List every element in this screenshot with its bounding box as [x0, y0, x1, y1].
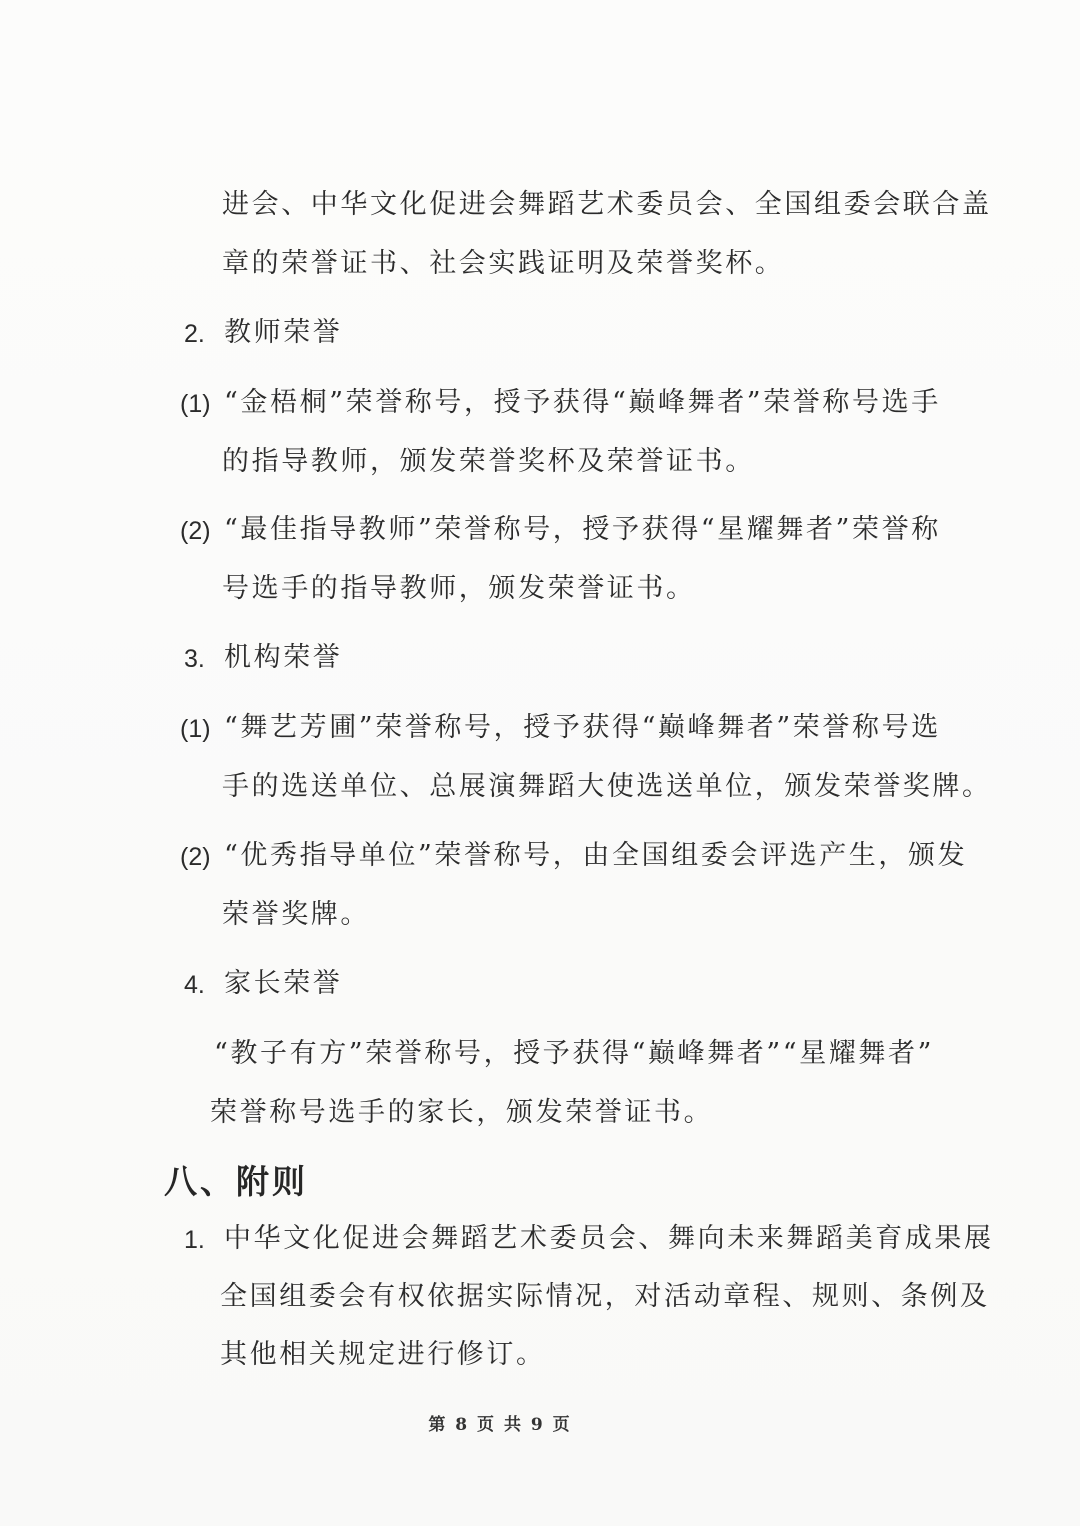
parent-honor-line-2: 荣誉称号选手的家长，颁发荣誉证书。	[210, 1097, 714, 1128]
continuation-line-1: 进会、中华文化促进会舞蹈艺术委员会、全国组委会联合盖	[222, 189, 992, 220]
institution-item-2-line-2: 荣誉奖牌。	[222, 899, 370, 930]
teacher-item-1-line-1: “金梧桐”荣誉称号，授予获得“巅峰舞者”荣誉称号选手	[224, 387, 941, 418]
supplementary-item-1-line-1: 中华文化促进会舞蹈艺术委员会、舞向未来舞蹈美育成果展	[224, 1223, 994, 1254]
institution-item-1-line-2: 手的选送单位、总展演舞蹈大使选送单位，颁发荣誉奖牌。	[222, 771, 992, 802]
institution-honor-number: 3.	[184, 645, 205, 673]
teacher-item-1-line-2: 的指导教师，颁发荣誉奖杯及荣誉证书。	[222, 446, 755, 477]
institution-honor-title: 机构荣誉	[224, 642, 343, 673]
supplementary-item-1-line-3: 其他相关规定进行修订。	[220, 1339, 546, 1370]
section-heading-supplementary: 八、附则	[164, 1162, 308, 1201]
teacher-item-2-line-2: 号选手的指导教师，颁发荣誉证书。	[222, 573, 696, 604]
teacher-honor-number: 2.	[184, 320, 205, 348]
institution-item-2-marker: (2)	[180, 843, 211, 871]
supplementary-item-1-line-2: 全国组委会有权依据实际情况，对活动章程、规则、条例及	[220, 1281, 990, 1312]
teacher-item-2-marker: (2)	[180, 517, 211, 545]
parent-honor-line-1: “教子有方”荣誉称号，授予获得“巅峰舞者”“星耀舞者”	[214, 1038, 935, 1069]
page-footer: 第 8 页 共 9 页	[428, 1415, 572, 1435]
continuation-line-2: 章的荣誉证书、社会实践证明及荣誉奖杯。	[222, 248, 785, 279]
teacher-honor-title: 教师荣誉	[224, 317, 343, 348]
teacher-item-1-marker: (1)	[180, 390, 211, 418]
teacher-item-2-line-1: “最佳指导教师”荣誉称号，授予获得“星耀舞者”荣誉称	[224, 514, 941, 545]
institution-item-1-marker: (1)	[180, 715, 211, 743]
supplementary-item-1-number: 1.	[184, 1226, 205, 1254]
institution-item-1-line-1: “舞艺芳圃”荣誉称号，授予获得“巅峰舞者”荣誉称号选	[224, 712, 941, 743]
institution-item-2-line-1: “优秀指导单位”荣誉称号，由全国组委会评选产生，颁发	[224, 840, 968, 871]
parent-honor-number: 4.	[184, 971, 205, 999]
parent-honor-title: 家长荣誉	[224, 968, 343, 999]
